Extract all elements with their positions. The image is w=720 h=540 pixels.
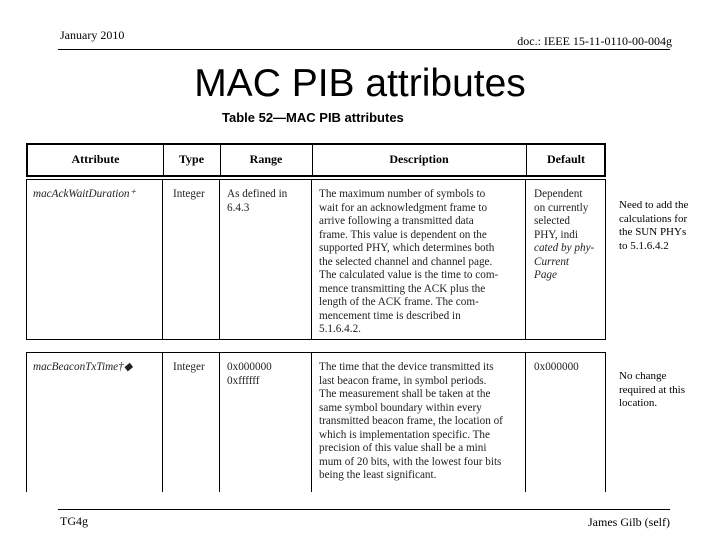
table-header	[26, 143, 606, 177]
cell-type: Integer	[173, 188, 205, 200]
column-header-range: Range	[249, 152, 283, 166]
header-divider	[58, 49, 670, 50]
table-row	[26, 352, 606, 492]
cell-range: 0x000000 0xffffff	[227, 361, 272, 387]
table-row	[26, 179, 606, 340]
header-doc-id: doc.: IEEE 15-11-0110-00-004g	[517, 34, 672, 48]
cell-attribute: macAckWaitDuration⁺	[33, 188, 136, 200]
cell-range: As defined in 6.4.3	[227, 188, 288, 214]
column-header-attribute: Attribute	[71, 152, 120, 166]
column-divider	[525, 353, 526, 492]
footer-group: TG4g	[60, 514, 88, 528]
footer-divider	[58, 509, 670, 510]
side-note: No change required at this location.	[619, 370, 685, 409]
column-header-description: Description	[389, 152, 449, 166]
column-divider	[162, 353, 163, 492]
cell-default: 0x000000	[534, 361, 579, 373]
column-divider	[311, 353, 312, 492]
column-header-default: Default	[547, 152, 585, 166]
column-divider	[311, 180, 312, 339]
cell-attribute: macBeaconTxTime†◆	[33, 361, 133, 373]
cell-type: Integer	[173, 361, 205, 373]
cell-description: The time that the device transmitted its last beacon frame, in symbol periods. The measurement shall be taken at the same symbol boundary within every transmitted beacon frame, the location of which is implementation specific. The precision of this value shall be a mini mum of 20 bits, with the lowest four bits being the least significant.	[319, 361, 503, 481]
column-divider	[219, 353, 220, 492]
column-header-type: Type	[178, 152, 205, 166]
table-caption: Table 52—MAC PIB attributes	[222, 110, 404, 125]
header-date: January 2010	[60, 28, 125, 42]
column-divider	[525, 180, 526, 339]
cell-description: The maximum number of symbols to wait for an acknowledgment frame to arrive following a transmitted data frame. This value is dependent on the supported PHY, which determines both the selected channel and channel page. The calculated value is the time to com- mence transmitting the ACK plus the length of the ACK frame. The com- mencement time is described in 5.1.6.4.2.	[319, 188, 499, 335]
slide-title: MAC PIB attributes	[194, 62, 526, 105]
column-divider	[162, 180, 163, 339]
cell-default: Dependent on currently selected PHY, indi cated by phy- Current Page	[534, 188, 595, 281]
side-note: Need to add the calculations for the SUN PHYs to 5.1.6.4.2	[619, 199, 689, 252]
footer-author: James Gilb (self)	[588, 515, 670, 529]
column-divider	[219, 180, 220, 339]
